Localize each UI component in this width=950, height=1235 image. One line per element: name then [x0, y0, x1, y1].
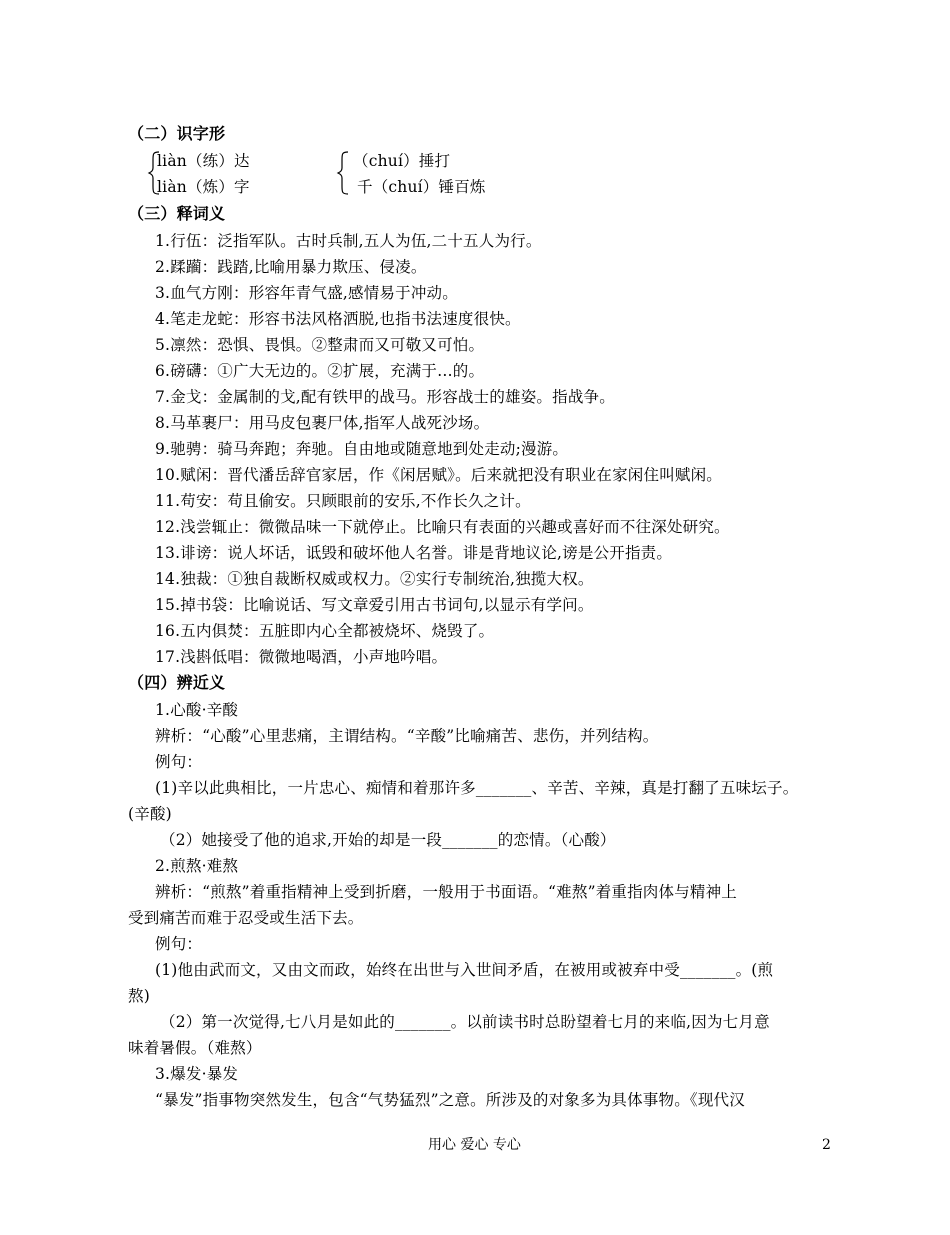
definition-item: 13.诽谤：说人坏话，诋毁和破坏他人名誉。诽是背地议论,谤是公开指责。 [155, 544, 673, 562]
definition-item: 3.血气方刚：形容年青气盛,感情易于冲动。 [155, 284, 458, 302]
definition-item: 10.赋闲：晋代潘岳辞官家居，作《闲居赋》。后来就把没有职业在家闲住叫赋闲。 [155, 466, 723, 484]
definition-item: 15.掉书袋：比喻说话、写文章爱引用古书词句,以显示有学问。 [155, 596, 594, 614]
definition-item: 7.金戈：金属制的戈,配有铁甲的战马。形容战士的雄姿。指战争。 [155, 388, 615, 406]
glyph-pair-2-line-1: （chuí）捶打 [353, 152, 451, 170]
definition-item: 4.笔走龙蛇：形容书法风格洒脱,也指书法速度很快。 [155, 310, 521, 328]
analysis-text: 辨析：“心酸”心里悲痛，主谓结构。“辛酸”比喻痛苦、悲伤，并列结构。 [155, 727, 659, 745]
section-heading-2: （二）识字形 [128, 124, 226, 143]
definition-item: 9.驰骋：骑马奔跑；奔驰。自由地或随意地到处走动;漫游。 [155, 440, 569, 458]
footer-motto: 用心 爱心 专心 [428, 1137, 521, 1153]
synonym-pair-title: 3.爆发·暴发 [155, 1065, 239, 1083]
definition-item: 1.行伍：泛指军队。古时兵制,五人为伍,二十五人为行。 [155, 232, 542, 250]
analysis-text: 辨析：“煎熬”着重指精神上受到折磨，一般用于书面语。“难熬”着重指肉体与精神上 [155, 883, 737, 901]
definition-item: 8.马革裹尸：用马皮包裹尸体,指军人战死沙场。 [155, 414, 490, 432]
definition-item: 2.蹂躏：践踏,比喻用暴力欺压、侵凌。 [155, 258, 427, 276]
example-sentence: (1)他由武而文，又由文而政，始终在出世与入世间矛盾，在被用或被弃中受_______。(煎 [155, 961, 774, 979]
example-sentence-continued: 熬) [128, 987, 150, 1005]
example-sentence: （2）她接受了他的追求,开始的却是一段_______的恋情。（心酸） [160, 831, 616, 849]
example-sentence: （2）第一次觉得,七八月是如此的_______。以前读书时总盼望着七月的来临,因为七月意 [160, 1013, 770, 1031]
definition-item: 17.浅斟低唱：微微地喝酒，小声地吟唱。 [155, 648, 448, 666]
definition-item: 6.磅礴：①广大无边的。②扩展，充满于…的。 [155, 362, 485, 380]
example-answer: (辛酸) [128, 805, 172, 823]
example-label: 例句： [155, 935, 203, 953]
definition-item: 5.凛然：恐惧、畏惧。②整肃而又可敬又可怕。 [155, 336, 485, 354]
definition-item: 16.五内俱焚：五脏即内心全都被烧坏、烧毁了。 [155, 622, 495, 640]
analysis-text-continued: 受到痛苦而难于忍受或生活下去。 [128, 909, 364, 927]
synonym-pair-title: 1.心酸·辛酸 [155, 701, 239, 719]
page-number: 2 [822, 1137, 831, 1153]
section-heading-4: （四）辨近义 [128, 673, 226, 692]
glyph-pair-2-line-2: 千（chuí）锤百炼 [357, 178, 486, 196]
glyph-pair-1-line-1: liàn（练）达 [157, 152, 250, 170]
definition-item: 11.苟安：苟且偷安。只顾眼前的安乐,不作长久之计。 [155, 492, 531, 510]
analysis-text: “暴发”指事物突然发生，包含“气势猛烈”之意。所涉及的对象多为具体事物。《现代汉 [155, 1091, 745, 1109]
example-sentence: (1)辛以此典相比，一片忠心、痴情和着那许多_______、辛苦、辛辣，真是打翻了五味坛子。 [155, 779, 799, 797]
example-sentence-continued: 味着暑假。（难熬） [128, 1039, 262, 1057]
example-label: 例句： [155, 753, 203, 771]
definition-item: 12.浅尝辄止：微微品味一下就停止。比喻只有表面的兴趣或喜好而不往深处研究。 [155, 518, 730, 536]
left-brace-icon [336, 150, 350, 196]
section-heading-3: （三）释词义 [128, 204, 226, 223]
definition-item: 14.独裁：①独自裁断权威或权力。②实行专制统治,独揽大权。 [155, 570, 594, 588]
glyph-pair-1-line-2: liàn（炼）字 [157, 178, 250, 196]
synonym-pair-title: 2.煎熬·难熬 [155, 857, 239, 875]
